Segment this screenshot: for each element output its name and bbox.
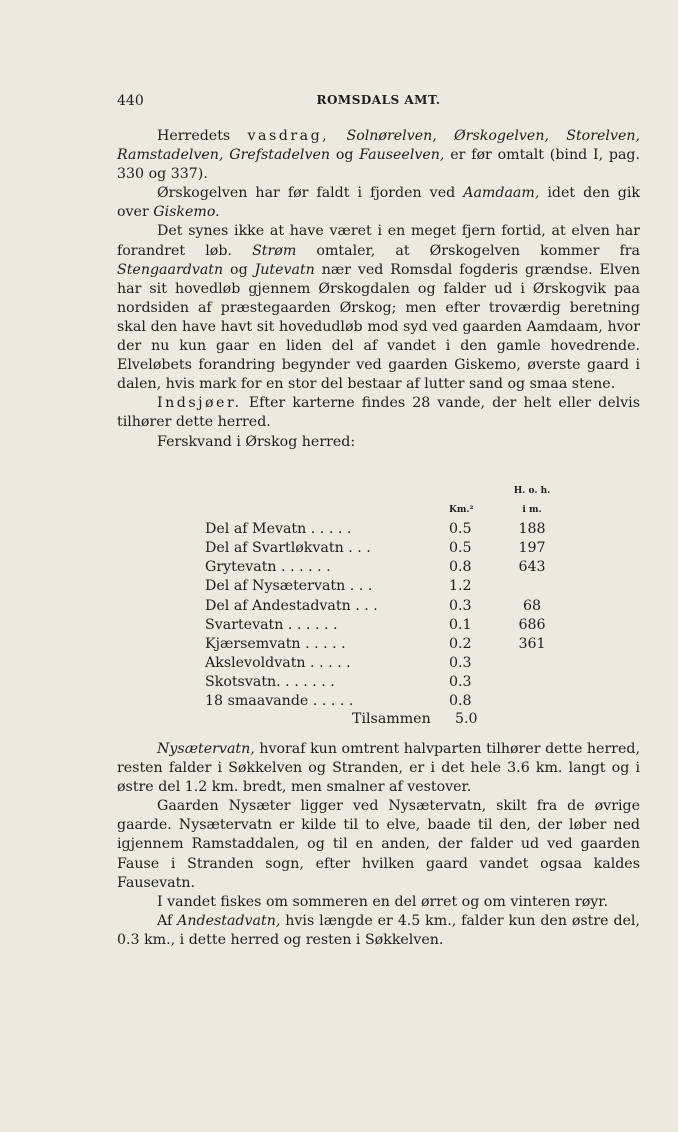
col-km-label: Km.²	[449, 505, 474, 516]
table-row: Del af Andestadvatn . . . 0.3 68	[205, 597, 542, 614]
table-header-row	[205, 482, 557, 501]
lakes-table	[205, 482, 557, 711]
table-row: Akslevoldvatn . . . . . 0.3	[205, 654, 472, 671]
table-header-row-2	[205, 501, 557, 520]
paragraph-orskogelven: Ørskogelven har før faldt i fjorden ved Aamdaam, idet den gik over Giskemo.	[117, 185, 640, 221]
body-text-bottom	[117, 740, 640, 950]
col-hoh-label: H. o. h.	[513, 486, 551, 496]
page-header	[117, 93, 640, 113]
total-value: 5.0	[455, 711, 478, 727]
table-row: Kjærsemvatn . . . . . 0.2 361	[205, 635, 546, 652]
paragraph-indsjoer: Indsjøer. Efter karterne findes 28 vande, der helt eller delvis tilhører dette herred.	[117, 395, 641, 431]
table-row: Skotsvatn. . . . . . . 0.3	[205, 673, 472, 690]
paragraph-nysaetervatn: Nysætervatn, hvoraf kun omtrent halvparten tilhører dette herred, resten falder i Søkkelven og Stranden, er i det hele 3.6 km. langt og i østre del 1.2 km. bredt, men smalner af vestover.	[117, 741, 641, 796]
table-intro: Ferskvand i Ørskog herred:	[157, 433, 356, 450]
table-row: Svartevatn . . . . . . 0.1 686	[205, 616, 546, 633]
paragraph-andestadvatn: Af Andestadvatn, hvis længde er 4.5 km., falder kun den østre del, 0.3 km., i dette herred og resten i Søkkelven.	[117, 912, 640, 948]
paragraph-vasdrag: Herredets vasdrag, Solnørelven, Ørskogelven, Storelven, Ramstadelven, Grefstadelven og Fauseelven, er før omtalt (bind I, pag. 330 og 337).	[117, 128, 641, 183]
paragraph-nysaeter-gaard: Gaarden Nysæter ligger ved Nysætervatn, skilt fra de øvrige gaarde. Nysætervatn er kilde til to elve, baade til den, der løber ned igjennem Ramstaddalen, og til en anden, der falder ud ved gaarden Fause i Stranden sogn, efter hvilken gaard vandet ogsaa kaldes Fausevatn.	[117, 798, 640, 891]
table-row: Grytevatn . . . . . . 0.8 643	[205, 559, 546, 576]
body-text-top	[117, 127, 640, 452]
page-number: 440	[117, 93, 144, 109]
col-hoh-unit: i m.	[522, 505, 542, 516]
table-row: Del af Svartløkvatn . . . 0.5 197	[205, 540, 546, 557]
table-row: Del af Mevatn . . . . . 0.5 188	[205, 521, 546, 538]
paragraph-forandret: Det synes ikke at have været i en meget fjern fortid, at elven har forandret løb. Strøm omtaler, at Ørskogelven kommer fra Stengaardvatn og Jutevatn nær ved Romsdal fogderis grændse. Elven har sit hovedløb gjennem Ørskogdalen og falder ud i Ørskogvik paa nordsiden af præstegaarden Ørskog; men efter troværdig beretning skal den have havt sit hovedudløb mod syd ved gaarden Aamdaam, hvor der nu kun gaar en liden del af vandet i den gamle hovedrende. Elveløbets forandring begynder ved gaarden Giskemo, øverste gaard i dalen, hvis mark for en stor del bestaar af lutter sand og smaa stene.	[117, 223, 641, 393]
table-row: Del af Nysætervatn . . . 1.2	[205, 578, 472, 595]
paragraph-fiske: I vandet fiskes om sommeren en del ørret og om vinteren røyr.	[157, 893, 608, 910]
total-label: Tilsammen	[352, 711, 431, 727]
running-title: ROMSDALS AMT.	[316, 93, 441, 107]
table-row: 18 smaavande . . . . . 0.8	[205, 693, 472, 710]
